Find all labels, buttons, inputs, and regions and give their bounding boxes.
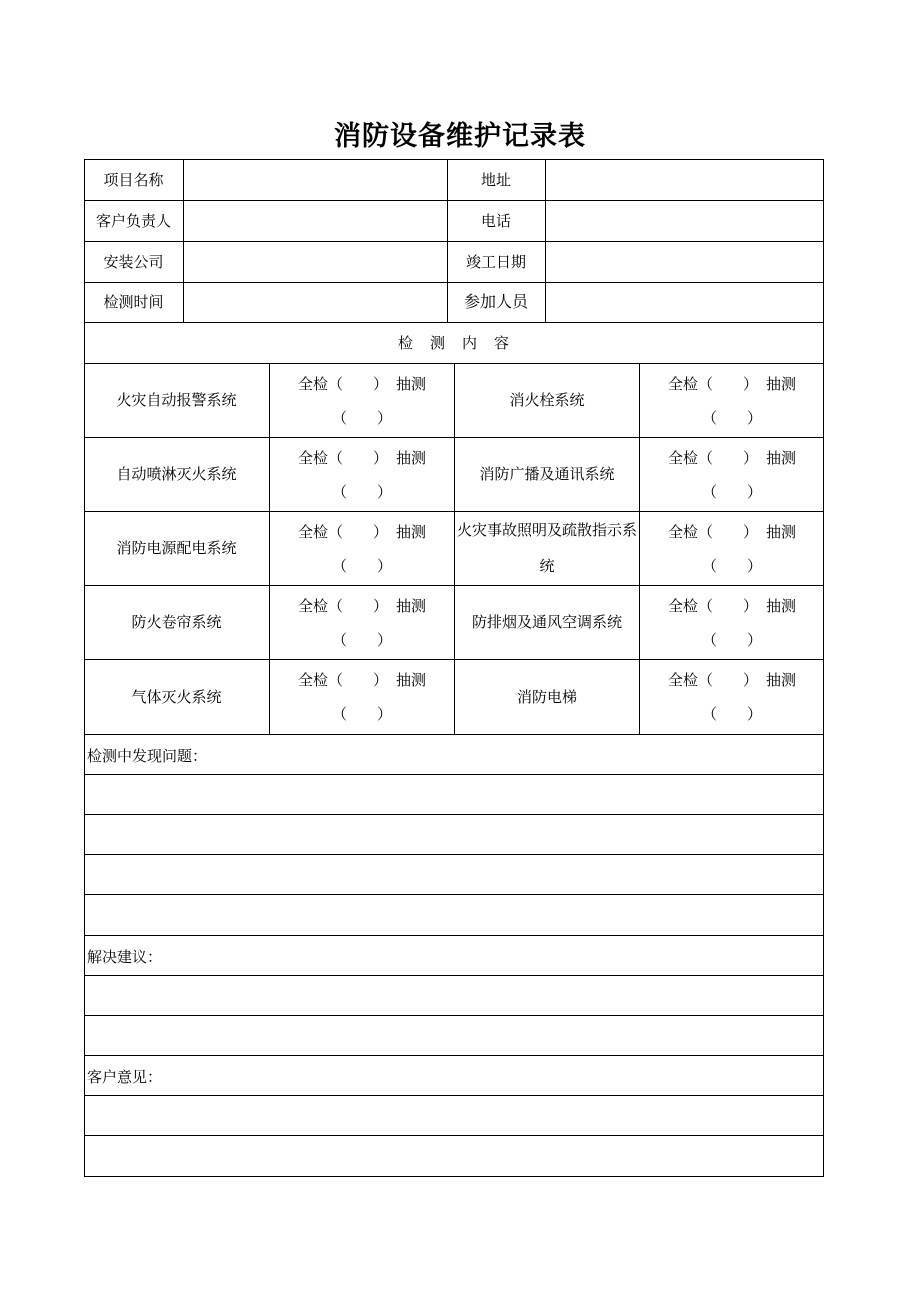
row-divider bbox=[84, 894, 824, 895]
full-check-option[interactable]: 全检（ ） bbox=[298, 523, 389, 541]
row-divider bbox=[84, 935, 824, 936]
sample-check-option[interactable]: （ ） bbox=[701, 705, 762, 723]
row-divider bbox=[84, 774, 824, 775]
address-label: 地址 bbox=[480, 170, 511, 189]
system-name: 气体灭火系统 bbox=[131, 687, 222, 706]
full-check-option[interactable]: 全检（ ） bbox=[298, 671, 389, 689]
client-opinion-label: 客户意见： bbox=[87, 1068, 163, 1086]
row-divider bbox=[84, 1135, 824, 1136]
install-company-label: 安装公司 bbox=[103, 252, 164, 271]
install-company-field[interactable] bbox=[184, 241, 447, 282]
check-cell bbox=[270, 659, 454, 734]
full-check-option[interactable]: 全检（ ） bbox=[298, 375, 389, 393]
sample-check-label: 抽测 bbox=[395, 597, 426, 615]
phone-label: 电话 bbox=[480, 211, 511, 230]
sample-check-option[interactable]: （ ） bbox=[331, 557, 392, 575]
system-name: 火灾自动报警系统 bbox=[116, 391, 237, 409]
sample-check-option[interactable]: （ ） bbox=[701, 483, 762, 501]
check-cell bbox=[640, 363, 824, 437]
system-name: 自动喷淋灭火系统 bbox=[116, 465, 237, 483]
system-name: 消火栓系统 bbox=[509, 391, 585, 409]
check-cell bbox=[640, 437, 824, 511]
sample-check-label: 抽测 bbox=[765, 375, 796, 393]
full-check-option[interactable]: 全检（ ） bbox=[668, 449, 759, 467]
sample-check-label: 抽测 bbox=[765, 523, 796, 541]
row-divider bbox=[84, 854, 824, 855]
sample-check-label: 抽测 bbox=[765, 597, 796, 615]
sample-check-option[interactable]: （ ） bbox=[331, 631, 392, 649]
project-name-label: 项目名称 bbox=[103, 170, 164, 189]
sample-check-option[interactable]: （ ） bbox=[701, 409, 762, 427]
issues-found-label: 检测中发现问题： bbox=[87, 747, 208, 765]
full-check-option[interactable]: 全检（ ） bbox=[668, 671, 759, 689]
inspection-time-field[interactable] bbox=[184, 282, 447, 322]
check-cell bbox=[270, 437, 454, 511]
participants-field[interactable] bbox=[546, 282, 824, 322]
inspection-content-header: 检 测 内 容 bbox=[397, 333, 510, 352]
full-check-option[interactable]: 全检（ ） bbox=[298, 449, 389, 467]
completion-date-field[interactable] bbox=[546, 241, 824, 282]
sample-check-option[interactable]: （ ） bbox=[331, 483, 392, 501]
sample-check-label: 抽测 bbox=[765, 671, 796, 689]
row-divider bbox=[84, 975, 824, 976]
check-cell bbox=[640, 659, 824, 734]
phone-field[interactable] bbox=[546, 200, 824, 241]
full-check-option[interactable]: 全检（ ） bbox=[668, 597, 759, 615]
client-contact-field[interactable] bbox=[184, 200, 447, 241]
client-contact-label: 客户负责人 bbox=[95, 211, 171, 230]
system-name: 消防电梯 bbox=[516, 687, 577, 706]
system-name: 火灾事故照明及疏散指示系统 bbox=[457, 521, 638, 575]
full-check-option[interactable]: 全检（ ） bbox=[298, 597, 389, 615]
solution-suggestion-label: 解决建议： bbox=[87, 948, 163, 966]
sample-check-label: 抽测 bbox=[395, 523, 426, 541]
full-check-option[interactable]: 全检（ ） bbox=[668, 375, 759, 393]
address-field[interactable] bbox=[546, 159, 824, 200]
system-name: 防火卷帘系统 bbox=[131, 613, 222, 631]
full-check-option[interactable]: 全检（ ） bbox=[668, 523, 759, 541]
sample-check-label: 抽测 bbox=[395, 375, 426, 393]
row-divider bbox=[84, 1055, 824, 1056]
system-name: 消防电源配电系统 bbox=[116, 539, 237, 557]
participants-label: 参加人员 bbox=[463, 292, 528, 311]
check-cell bbox=[270, 363, 454, 437]
sample-check-option[interactable]: （ ） bbox=[331, 409, 392, 427]
inspection-time-label: 检测时间 bbox=[103, 293, 164, 311]
sample-check-option[interactable]: （ ） bbox=[701, 557, 762, 575]
row-divider bbox=[84, 814, 824, 815]
check-cell bbox=[640, 511, 824, 585]
project-name-field[interactable] bbox=[184, 159, 447, 200]
check-cell bbox=[640, 585, 824, 659]
sample-check-option[interactable]: （ ） bbox=[331, 705, 392, 723]
sample-check-label: 抽测 bbox=[395, 671, 426, 689]
sample-check-option[interactable]: （ ） bbox=[701, 631, 762, 649]
row-divider bbox=[84, 1095, 824, 1096]
system-name: 防排烟及通风空调系统 bbox=[471, 613, 622, 631]
system-name: 消防广播及通讯系统 bbox=[479, 465, 615, 483]
sample-check-label: 抽测 bbox=[395, 449, 426, 467]
completion-date-label: 竣工日期 bbox=[465, 252, 526, 271]
page-title: 消防设备维护记录表 bbox=[334, 121, 586, 152]
row-divider bbox=[84, 734, 824, 735]
row-divider bbox=[84, 1015, 824, 1016]
sample-check-label: 抽测 bbox=[765, 449, 796, 467]
check-cell bbox=[270, 511, 454, 585]
check-cell bbox=[270, 585, 454, 659]
